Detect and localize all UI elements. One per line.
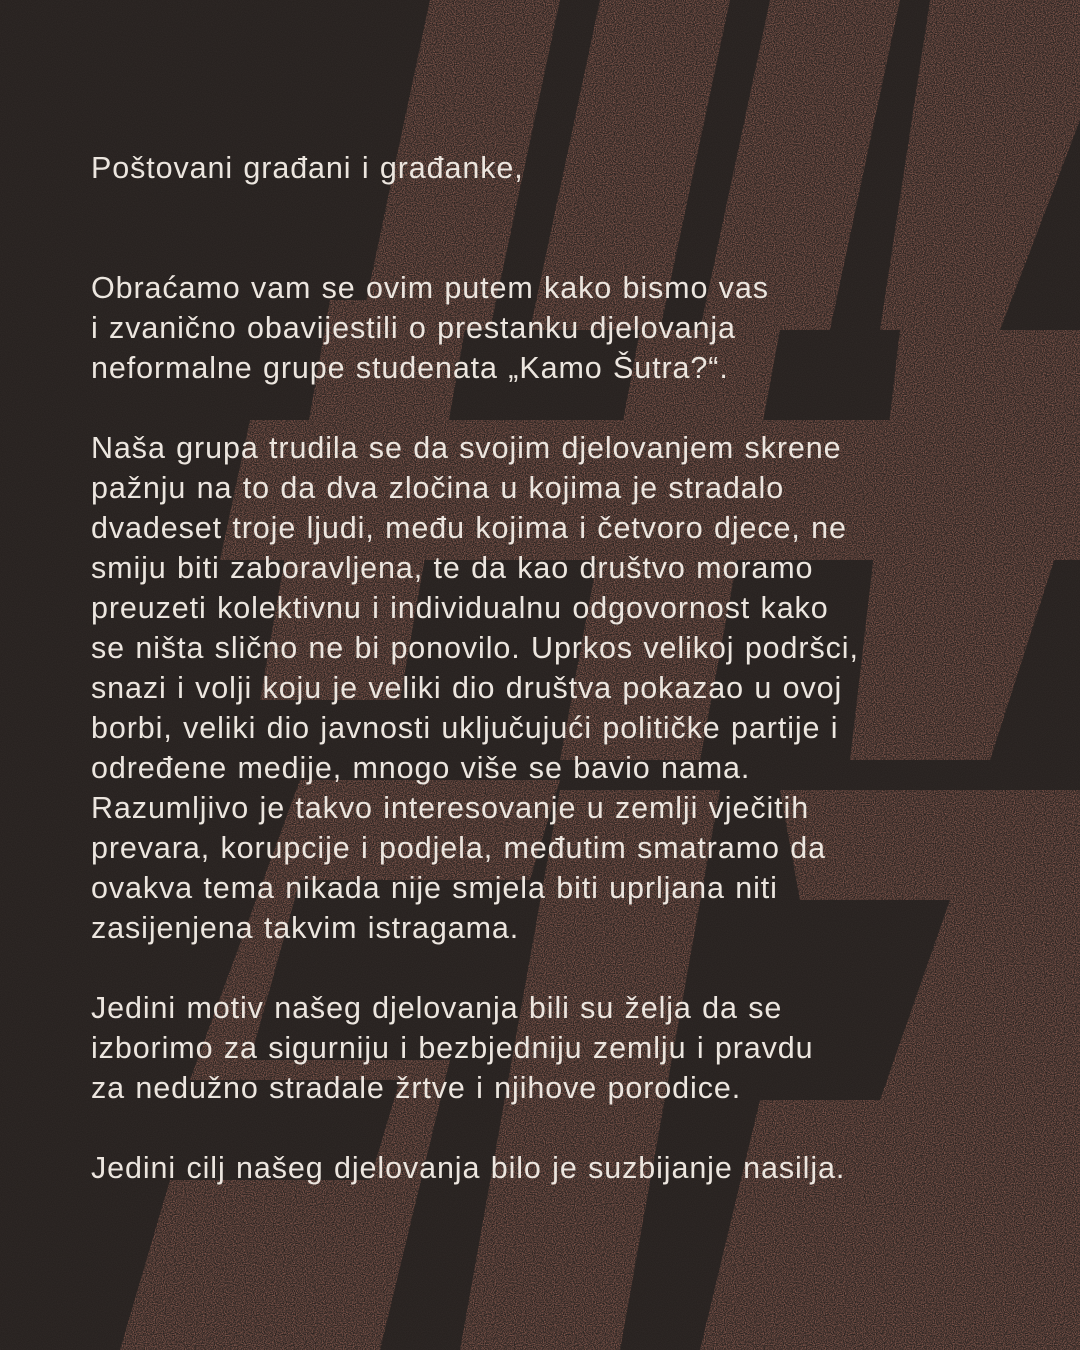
paragraph-1 [91,268,1011,388]
paragraph-line: pažnju na to da dva zločina u kojima je stradalo [91,471,785,505]
paragraph-line: ovakva tema nikada nije smjela biti uprljana niti [91,871,778,905]
paragraph-line: dvadeset troje ljudi, među kojima i četvoro djece, ne [91,511,847,545]
paragraph-line: određene medije, mnogo više se bavio nama. [91,751,751,785]
paragraph-line: Jedini motiv našeg djelovanja bili su želja da se [91,991,783,1025]
paragraph-line: Naša grupa trudila se da svojim djelovanjem skrene [91,431,842,465]
paragraph-2 [91,428,1011,948]
paragraph-line: i zvanično obavijestili o prestanku djelovanja [91,311,736,345]
paragraph-line: Obraćamo vam se ovim putem kako bismo vas [91,271,769,305]
paragraph-line: se ništa slično ne bi ponovilo. Uprkos velikoj podršci, [91,631,859,665]
paragraph-line: snazi i volji koju je veliki dio društva pokazao u ovoj [91,671,843,705]
paragraph-line: Razumljivo je takvo interesovanje u zemlji vječitih [91,791,810,825]
paragraph-line: smiju biti zaboravljena, te da kao društvo moramo [91,551,814,585]
paragraph-line: zasijenjena takvim istragama. [91,911,520,945]
paragraph-line: prevara, korupcije i podjela, međutim smatramo da [91,831,826,865]
paragraph-line: izborimo za sigurniju i bezbjedniju zemlju i pravdu [91,1031,814,1065]
paragraph-line: neformalne grupe studenata „Kamo Šutra?“. [91,351,729,385]
paragraph-line: za nedužno stradale žrtve i njihove porodice. [91,1071,742,1105]
paragraph-line: preuzeti kolektivnu i individualnu odgovornost kako [91,591,829,625]
paragraph-line: borbi, veliki dio javnosti uključujući političke partije i [91,711,839,745]
paragraph-4 [91,1148,1011,1188]
paragraph-line: Jedini cilj našeg djelovanja bilo je suzbijanje nasilja. [91,1151,846,1185]
paragraph-3 [91,988,1011,1108]
letter-body [91,148,1011,1188]
greeting: Poštovani građani i građanke, [91,151,524,185]
